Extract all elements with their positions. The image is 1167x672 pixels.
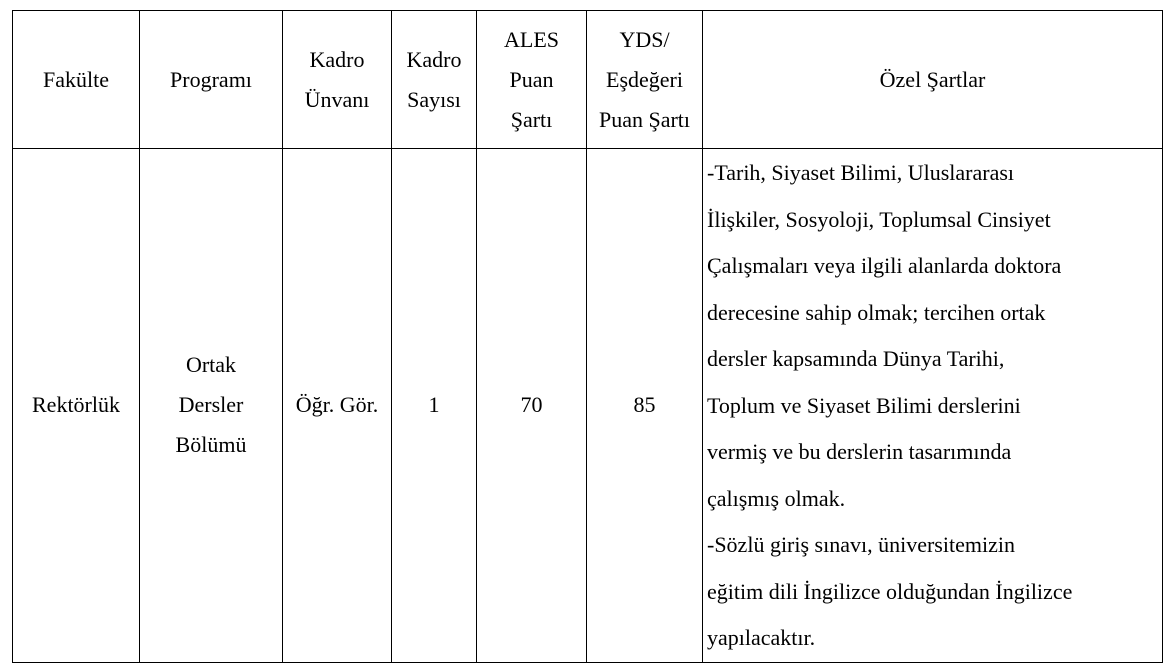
cell-program: Ortak Dersler Bölümü [140, 149, 283, 663]
header-ales: ALES Puan Şartı [477, 11, 587, 149]
header-kadro-sayisi: Kadro Sayısı [392, 11, 477, 149]
cell-fakulte: Rektörlük [13, 149, 140, 663]
cell-kadro-unvani: Öğr. Gör. [283, 149, 392, 663]
cell-ozel-sartlar: -Tarih, Siyaset Bilimi, Uluslararası İlişkiler, Sosyoloji, Toplumsal Cinsiyet Çalışmaları veya ilgili alanlarda doktora derecesine sahip olmak; tercihen ortak dersler kapsamında Dünya Tarihi, Toplum ve Siyaset Bilimi derslerini vermiş ve bu derslerin tasarımında çalışmış olmak. -Sözlü giriş sınavı, üniversitemizin eğitim dili İngilizce olduğundan İngilizce yapılacaktır. [703, 149, 1163, 663]
cell-kadro-sayisi: 1 [392, 149, 477, 663]
header-ozel-sartlar: Özel Şartlar [703, 11, 1163, 149]
header-yds: YDS/ Eşdeğeri Puan Şartı [587, 11, 703, 149]
header-kadro-unvani: Kadro Ünvanı [283, 11, 392, 149]
position-table [12, 10, 1163, 663]
header-row [13, 11, 1163, 149]
header-fakulte: Fakülte [13, 11, 140, 149]
table-row [13, 149, 1163, 663]
cell-ales: 70 [477, 149, 587, 663]
cell-yds: 85 [587, 149, 703, 663]
header-program: Programı [140, 11, 283, 149]
